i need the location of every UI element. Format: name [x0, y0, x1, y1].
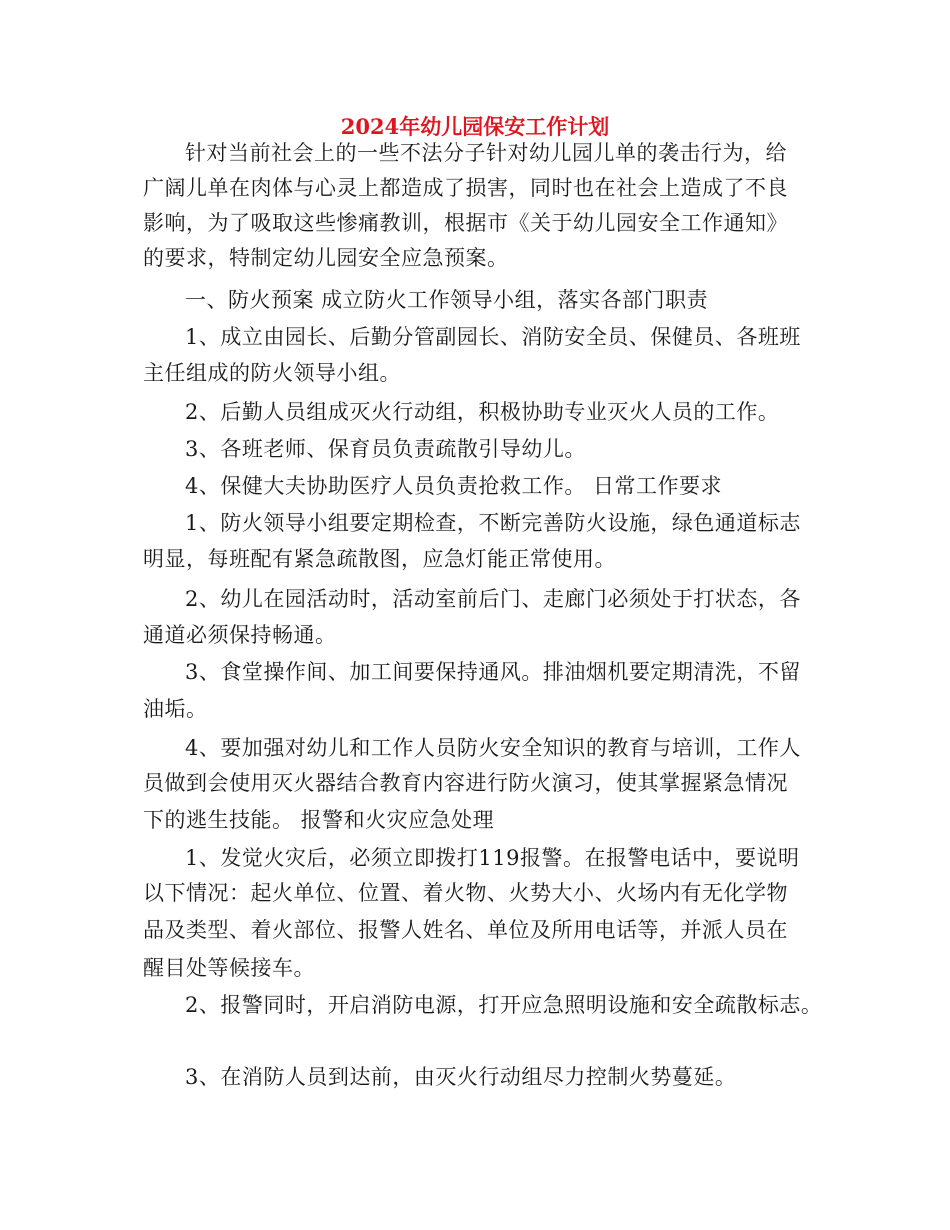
paragraph-line: 1、防火领导小组要定期检查，不断完善防火设施，绿色通道标志	[185, 511, 801, 535]
paragraph-line: 3、食堂操作间、加工间要保持通风。排油烟机要定期清洗，不留	[185, 660, 801, 684]
paragraph-line: 下的逃生技能。 报警和火灾应急处理	[143, 808, 495, 832]
paragraph-line: 2、幼儿在园活动时，活动室前后门、走廊门必须处于打状态，各	[185, 587, 801, 611]
paragraph-line: 影响，为了吸取这些惨痛教训，根据市《关于幼儿园安全工作通知》	[143, 211, 788, 235]
section-heading: 一、防火预案 成立防火工作领导小组，落实各部门职责	[185, 288, 709, 312]
paragraph-line: 品及类型、着火部位、报警人姓名、单位及所用电话等，并派人员在	[143, 918, 788, 942]
paragraph-line: 4、要加强对幼儿和工作人员防火安全知识的教育与培训，工作人	[185, 736, 801, 760]
paragraph-line: 的要求，特制定幼儿园安全应急预案。	[143, 246, 509, 270]
paragraph-line: 4、保健大夫协助医疗人员负责抢救工作。 日常工作要求	[185, 474, 723, 498]
document-title: 2024年幼儿园保安工作计划	[340, 114, 610, 139]
paragraph-line: 针对当前社会上的一些不法分子针对幼儿园儿单的袭击行为，给	[185, 141, 787, 165]
paragraph-line: 2、后勤人员组成灭火行动组，积极协助专业灭火人员的工作。	[185, 400, 780, 424]
paragraph-line: 油垢。	[143, 697, 208, 721]
paragraph-line: 醒目处等候接车。	[143, 956, 315, 980]
paragraph-line: 广阔儿单在肉体与心灵上都造成了损害，同时也在社会上造成了不良	[143, 176, 788, 200]
paragraph-line: 2、报警同时，开启消防电源，打开应急照明设施和安全疏散标志。	[185, 993, 823, 1017]
paragraph-line: 1、发觉火灾后，必须立即拨打119报警。在报警电话中，要说明	[185, 846, 800, 870]
paragraph-line: 明显，每班配有紧急疏散图，应急灯能正常使用。	[143, 547, 616, 571]
paragraph-line: 以下情况：起火单位、位置、着火物、火势大小、火场内有无化学物	[143, 881, 788, 905]
paragraph-line: 主任组成的防火领导小组。	[143, 361, 401, 385]
paragraph-line: 通道必须保持畅通。	[143, 623, 337, 647]
paragraph-line: 1、成立由园长、后勤分管副园长、消防安全员、保健员、各班班	[185, 325, 801, 349]
paragraph-line: 员做到会使用灭火器结合教育内容进行防火演习，使其掌握紧急情况	[143, 771, 788, 795]
paragraph-line: 3、各班老师、保育员负责疏散引导幼儿。	[185, 437, 586, 461]
paragraph-line: 3、在消防人员到达前，由灭火行动组尽力控制火势蔓延。	[185, 1065, 737, 1089]
